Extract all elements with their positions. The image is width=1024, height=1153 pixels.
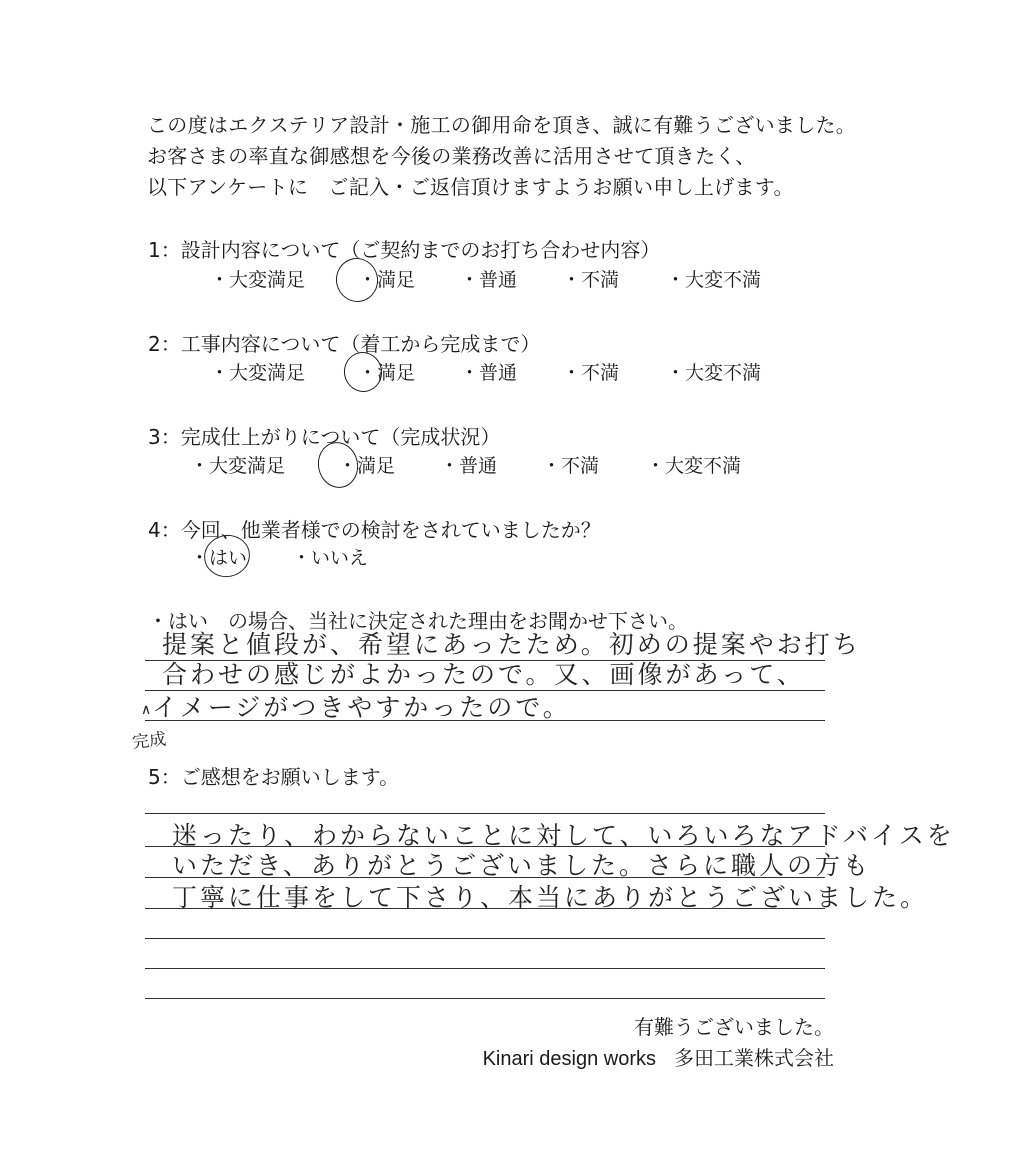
intro-line: お客さまの率直な御感想を今後の業務改善に活用させて頂きたく、 (147, 144, 756, 168)
option-very-satisfied[interactable]: ・大変満足 (210, 269, 306, 291)
option-normal[interactable]: ・普通 (460, 269, 518, 291)
question-2-options (210, 358, 810, 386)
handwritten-insert-note: 完成 (131, 729, 168, 753)
answer-line (145, 813, 825, 814)
question-1-options (210, 265, 810, 293)
insert-caret-icon: ∧ (141, 702, 152, 718)
option-very-satisfied[interactable]: ・大変満足 (190, 455, 286, 477)
option-very-dissatisfied[interactable]: ・大変不満 (666, 362, 762, 384)
handwritten-reason-line: 合わせの感じがよかったので。又、画像があって、 (162, 660, 805, 689)
reason-prompt: ・はい の場合、当社に決定された理由をお聞かせ下さい。 (148, 609, 688, 633)
option-satisfied[interactable]: ・満足 (358, 362, 416, 384)
question-4-title: 4：今回、他業者様での検討をされていましたか？ (148, 518, 601, 542)
answer-line (145, 938, 825, 939)
handwritten-reason-line: 提案と値段が、希望にあったため。初めの提案やお打ち (162, 630, 861, 659)
handwritten-impression-line: 迷ったり、わからないことに対して、いろいろなアドバイスを (172, 821, 955, 850)
option-dissatisfied[interactable]: ・不満 (542, 455, 600, 477)
option-normal[interactable]: ・普通 (460, 362, 518, 384)
option-normal[interactable]: ・普通 (440, 455, 498, 477)
intro-line: 以下アンケートに ご記入・ご返信頂けますようお願い申し上げます。 (147, 175, 794, 199)
question-3-title: 3：完成仕上がりについて（完成状況） (148, 425, 501, 449)
company-name: 多田工業株式会社 (674, 1048, 834, 1070)
option-satisfied[interactable]: ・満足 (358, 269, 416, 291)
answer-line (145, 968, 825, 969)
option-satisfied[interactable]: ・満足 (338, 455, 396, 477)
brand-name: Kinari design works (482, 1048, 656, 1070)
handwritten-impression-line: 丁寧に仕事をして下さり、本当にありがとうございました。 (172, 883, 929, 912)
question-2-title: 2：工事内容について（着工から完成まで） (148, 332, 541, 356)
option-very-satisfied[interactable]: ・大変満足 (210, 362, 306, 384)
option-yes[interactable]: ・はい (190, 547, 248, 569)
option-dissatisfied[interactable]: ・不満 (562, 362, 620, 384)
option-no[interactable]: ・いいえ (292, 547, 369, 569)
intro-text (147, 110, 856, 203)
option-very-dissatisfied[interactable]: ・大変不満 (646, 455, 742, 477)
question-3-options (190, 451, 790, 479)
question-1-title: 1：設計内容について（ご契約までのお打ち合わせ内容） (148, 238, 661, 262)
handwritten-impression-line: いただき、ありがとうございました。さらに職人の方も (172, 851, 872, 880)
intro-line: この度はエクステリア設計・施工の御用命を頂き、誠に有難うございました。 (147, 113, 857, 137)
option-very-dissatisfied[interactable]: ・大変不満 (666, 269, 762, 291)
impressions-title: 5：ご感想をお願いします。 (148, 765, 400, 789)
signature (483, 1042, 834, 1071)
handwritten-reason-line: イメージがつきやすかったので。 (152, 693, 571, 722)
answer-line (145, 998, 825, 999)
option-dissatisfied[interactable]: ・不満 (562, 269, 620, 291)
closing-thanks: 有難うございました。 (634, 1015, 834, 1039)
